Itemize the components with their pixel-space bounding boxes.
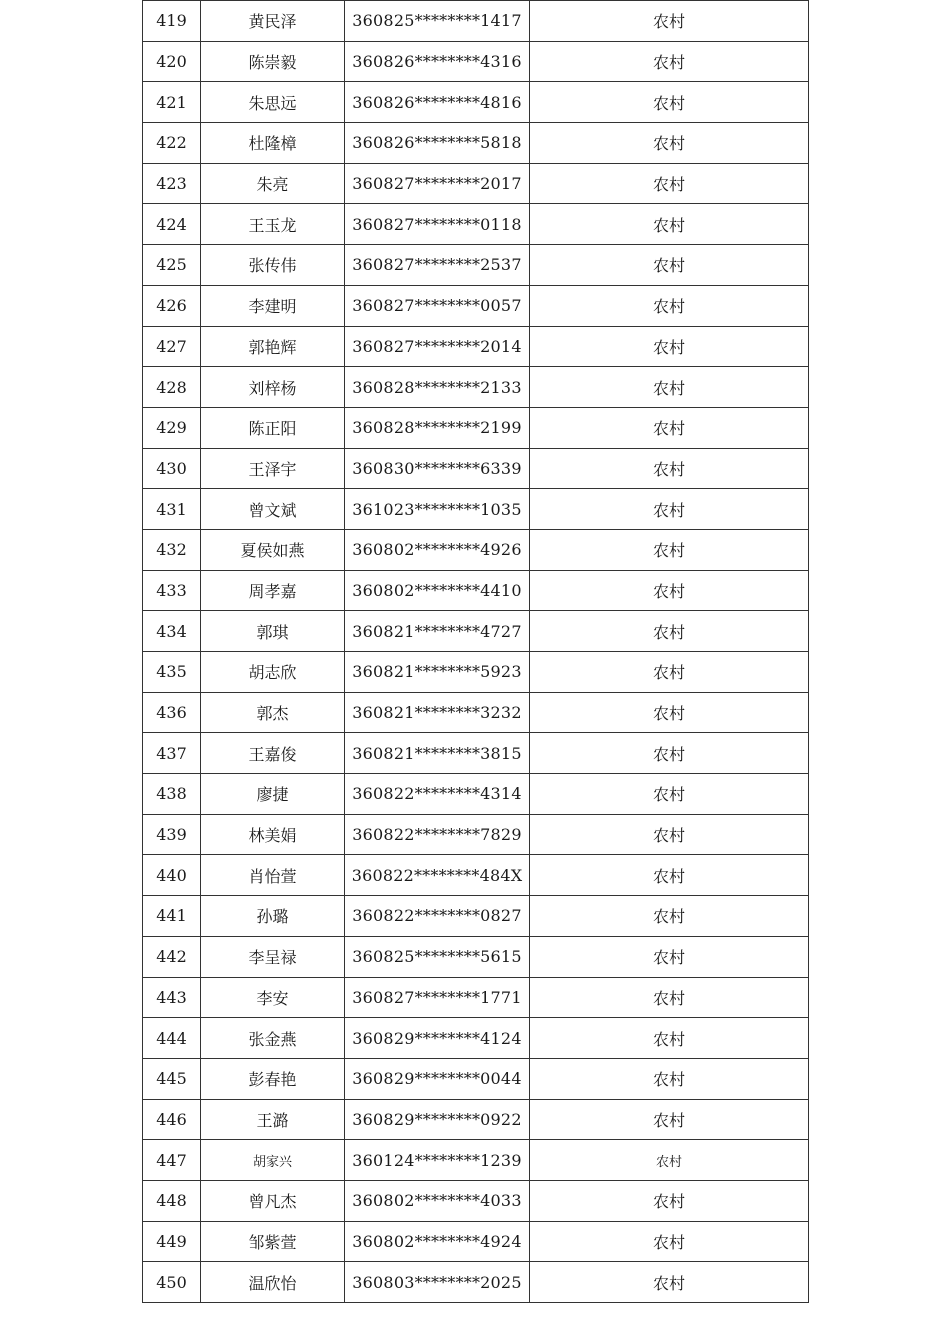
table-row: [143, 123, 809, 164]
table-row: [143, 529, 809, 570]
table-row: [143, 204, 809, 245]
row-number-cell: 423: [143, 163, 201, 204]
household-type-cell: 农村: [530, 936, 809, 977]
household-type-cell: 农村: [530, 977, 809, 1018]
id-number-cell: 360803********2025: [345, 1262, 530, 1303]
table-row: [143, 652, 809, 693]
name-cell: 李安: [201, 977, 345, 1018]
name-cell: 彭春艳: [201, 1058, 345, 1099]
row-number-cell: 437: [143, 733, 201, 774]
household-type-cell: 农村: [530, 896, 809, 937]
id-number-cell: 360802********4033: [345, 1180, 530, 1221]
household-type-cell: 农村: [530, 529, 809, 570]
table-row: [143, 1180, 809, 1221]
row-number-cell: 426: [143, 285, 201, 326]
name-cell: 杜隆樟: [201, 123, 345, 164]
name-cell: 张传伟: [201, 245, 345, 286]
name-cell: 林美娟: [201, 814, 345, 855]
row-number-cell: 425: [143, 245, 201, 286]
name-cell: 朱思远: [201, 82, 345, 123]
household-type-cell: 农村: [530, 1058, 809, 1099]
household-type-cell: 农村: [530, 326, 809, 367]
id-number-cell: 360821********3232: [345, 692, 530, 733]
household-type-cell: 农村: [530, 570, 809, 611]
id-number-cell: 360827********0057: [345, 285, 530, 326]
id-number-cell: 360825********5615: [345, 936, 530, 977]
row-number-cell: 421: [143, 82, 201, 123]
row-number-cell: 442: [143, 936, 201, 977]
table-row: [143, 407, 809, 448]
name-cell: 王潞: [201, 1099, 345, 1140]
name-cell: 胡志欣: [201, 652, 345, 693]
table-row: [143, 367, 809, 408]
row-number-cell: 435: [143, 652, 201, 693]
household-type-cell: 农村: [530, 245, 809, 286]
name-cell: 孙璐: [201, 896, 345, 937]
name-cell: 邹紫萱: [201, 1221, 345, 1262]
id-number-cell: 360827********2014: [345, 326, 530, 367]
name-cell: 陈正阳: [201, 407, 345, 448]
table-row: [143, 855, 809, 896]
table-row: [143, 1221, 809, 1262]
id-number-cell: 360822********0827: [345, 896, 530, 937]
name-cell: 肖怡萱: [201, 855, 345, 896]
row-number-cell: 445: [143, 1058, 201, 1099]
id-number-cell: 360821********3815: [345, 733, 530, 774]
id-number-cell: 360827********1771: [345, 977, 530, 1018]
id-number-cell: 360829********0044: [345, 1058, 530, 1099]
name-cell: 郭琪: [201, 611, 345, 652]
id-number-cell: 360821********5923: [345, 652, 530, 693]
id-number-cell: 360826********4816: [345, 82, 530, 123]
row-number-cell: 430: [143, 448, 201, 489]
name-cell: 王玉龙: [201, 204, 345, 245]
id-number-cell: 360822********484X: [345, 855, 530, 896]
table-row: [143, 692, 809, 733]
table-row: [143, 245, 809, 286]
row-number-cell: 428: [143, 367, 201, 408]
name-cell: 李建明: [201, 285, 345, 326]
name-cell: 黄民泽: [201, 1, 345, 42]
table-row: [143, 774, 809, 815]
name-cell: 周孝嘉: [201, 570, 345, 611]
household-type-cell: 农村: [530, 1099, 809, 1140]
name-cell: 张金燕: [201, 1018, 345, 1059]
row-number-cell: 424: [143, 204, 201, 245]
household-type-cell: 农村: [530, 163, 809, 204]
table-row: [143, 1140, 809, 1181]
row-number-cell: 422: [143, 123, 201, 164]
name-cell: 胡家兴: [201, 1140, 345, 1181]
row-number-cell: 433: [143, 570, 201, 611]
household-type-cell: 农村: [530, 41, 809, 82]
table-row: [143, 1262, 809, 1303]
row-number-cell: 447: [143, 1140, 201, 1181]
id-number-cell: 360802********4926: [345, 529, 530, 570]
row-number-cell: 419: [143, 1, 201, 42]
household-type-cell: 农村: [530, 1140, 809, 1181]
name-cell: 曾凡杰: [201, 1180, 345, 1221]
household-type-cell: 农村: [530, 1262, 809, 1303]
id-number-cell: 360826********5818: [345, 123, 530, 164]
id-number-cell: 360829********4124: [345, 1018, 530, 1059]
table-row: [143, 448, 809, 489]
household-type-cell: 农村: [530, 692, 809, 733]
name-cell: 刘梓杨: [201, 367, 345, 408]
row-number-cell: 446: [143, 1099, 201, 1140]
table-row: [143, 936, 809, 977]
table-row: [143, 1, 809, 42]
household-type-cell: 农村: [530, 1221, 809, 1262]
table-row: [143, 1018, 809, 1059]
id-number-cell: 360822********7829: [345, 814, 530, 855]
roster-page: [142, 0, 806, 1303]
id-number-cell: 360124********1239: [345, 1140, 530, 1181]
household-type-cell: 农村: [530, 1180, 809, 1221]
name-cell: 廖捷: [201, 774, 345, 815]
name-cell: 郭艳辉: [201, 326, 345, 367]
row-number-cell: 444: [143, 1018, 201, 1059]
row-number-cell: 427: [143, 326, 201, 367]
name-cell: 陈崇毅: [201, 41, 345, 82]
household-type-cell: 农村: [530, 82, 809, 123]
table-row: [143, 570, 809, 611]
id-number-cell: 360802********4410: [345, 570, 530, 611]
name-cell: 曾文斌: [201, 489, 345, 530]
name-cell: 王泽宇: [201, 448, 345, 489]
household-type-cell: 农村: [530, 123, 809, 164]
household-type-cell: 农村: [530, 204, 809, 245]
household-type-cell: 农村: [530, 774, 809, 815]
row-number-cell: 434: [143, 611, 201, 652]
household-type-cell: 农村: [530, 814, 809, 855]
row-number-cell: 440: [143, 855, 201, 896]
row-number-cell: 441: [143, 896, 201, 937]
id-number-cell: 360827********0118: [345, 204, 530, 245]
name-cell: 夏侯如燕: [201, 529, 345, 570]
table-row: [143, 1099, 809, 1140]
id-number-cell: 360829********0922: [345, 1099, 530, 1140]
table-row: [143, 896, 809, 937]
table-row: [143, 285, 809, 326]
row-number-cell: 443: [143, 977, 201, 1018]
row-number-cell: 420: [143, 41, 201, 82]
id-number-cell: 360827********2017: [345, 163, 530, 204]
table-row: [143, 163, 809, 204]
id-number-cell: 360825********1417: [345, 1, 530, 42]
household-type-cell: 农村: [530, 855, 809, 896]
household-type-cell: 农村: [530, 1018, 809, 1059]
table-row: [143, 82, 809, 123]
id-number-cell: 360826********4316: [345, 41, 530, 82]
id-number-cell: 360830********6339: [345, 448, 530, 489]
row-number-cell: 448: [143, 1180, 201, 1221]
id-number-cell: 360822********4314: [345, 774, 530, 815]
household-type-cell: 农村: [530, 652, 809, 693]
row-number-cell: 438: [143, 774, 201, 815]
row-number-cell: 439: [143, 814, 201, 855]
household-type-cell: 农村: [530, 367, 809, 408]
table-row: [143, 733, 809, 774]
row-number-cell: 450: [143, 1262, 201, 1303]
name-cell: 郭杰: [201, 692, 345, 733]
row-number-cell: 436: [143, 692, 201, 733]
household-type-cell: 农村: [530, 407, 809, 448]
table-row: [143, 326, 809, 367]
roster-table: [142, 0, 809, 1303]
id-number-cell: 361023********1035: [345, 489, 530, 530]
household-type-cell: 农村: [530, 285, 809, 326]
name-cell: 李呈禄: [201, 936, 345, 977]
household-type-cell: 农村: [530, 1, 809, 42]
id-number-cell: 360827********2537: [345, 245, 530, 286]
row-number-cell: 449: [143, 1221, 201, 1262]
table-row: [143, 977, 809, 1018]
household-type-cell: 农村: [530, 489, 809, 530]
household-type-cell: 农村: [530, 733, 809, 774]
name-cell: 王嘉俊: [201, 733, 345, 774]
row-number-cell: 429: [143, 407, 201, 448]
table-row: [143, 41, 809, 82]
roster-table-body: [143, 1, 809, 1303]
table-row: [143, 814, 809, 855]
id-number-cell: 360802********4924: [345, 1221, 530, 1262]
id-number-cell: 360828********2199: [345, 407, 530, 448]
name-cell: 温欣怡: [201, 1262, 345, 1303]
table-row: [143, 611, 809, 652]
id-number-cell: 360821********4727: [345, 611, 530, 652]
table-row: [143, 1058, 809, 1099]
table-row: [143, 489, 809, 530]
row-number-cell: 432: [143, 529, 201, 570]
row-number-cell: 431: [143, 489, 201, 530]
name-cell: 朱亮: [201, 163, 345, 204]
household-type-cell: 农村: [530, 448, 809, 489]
id-number-cell: 360828********2133: [345, 367, 530, 408]
household-type-cell: 农村: [530, 611, 809, 652]
